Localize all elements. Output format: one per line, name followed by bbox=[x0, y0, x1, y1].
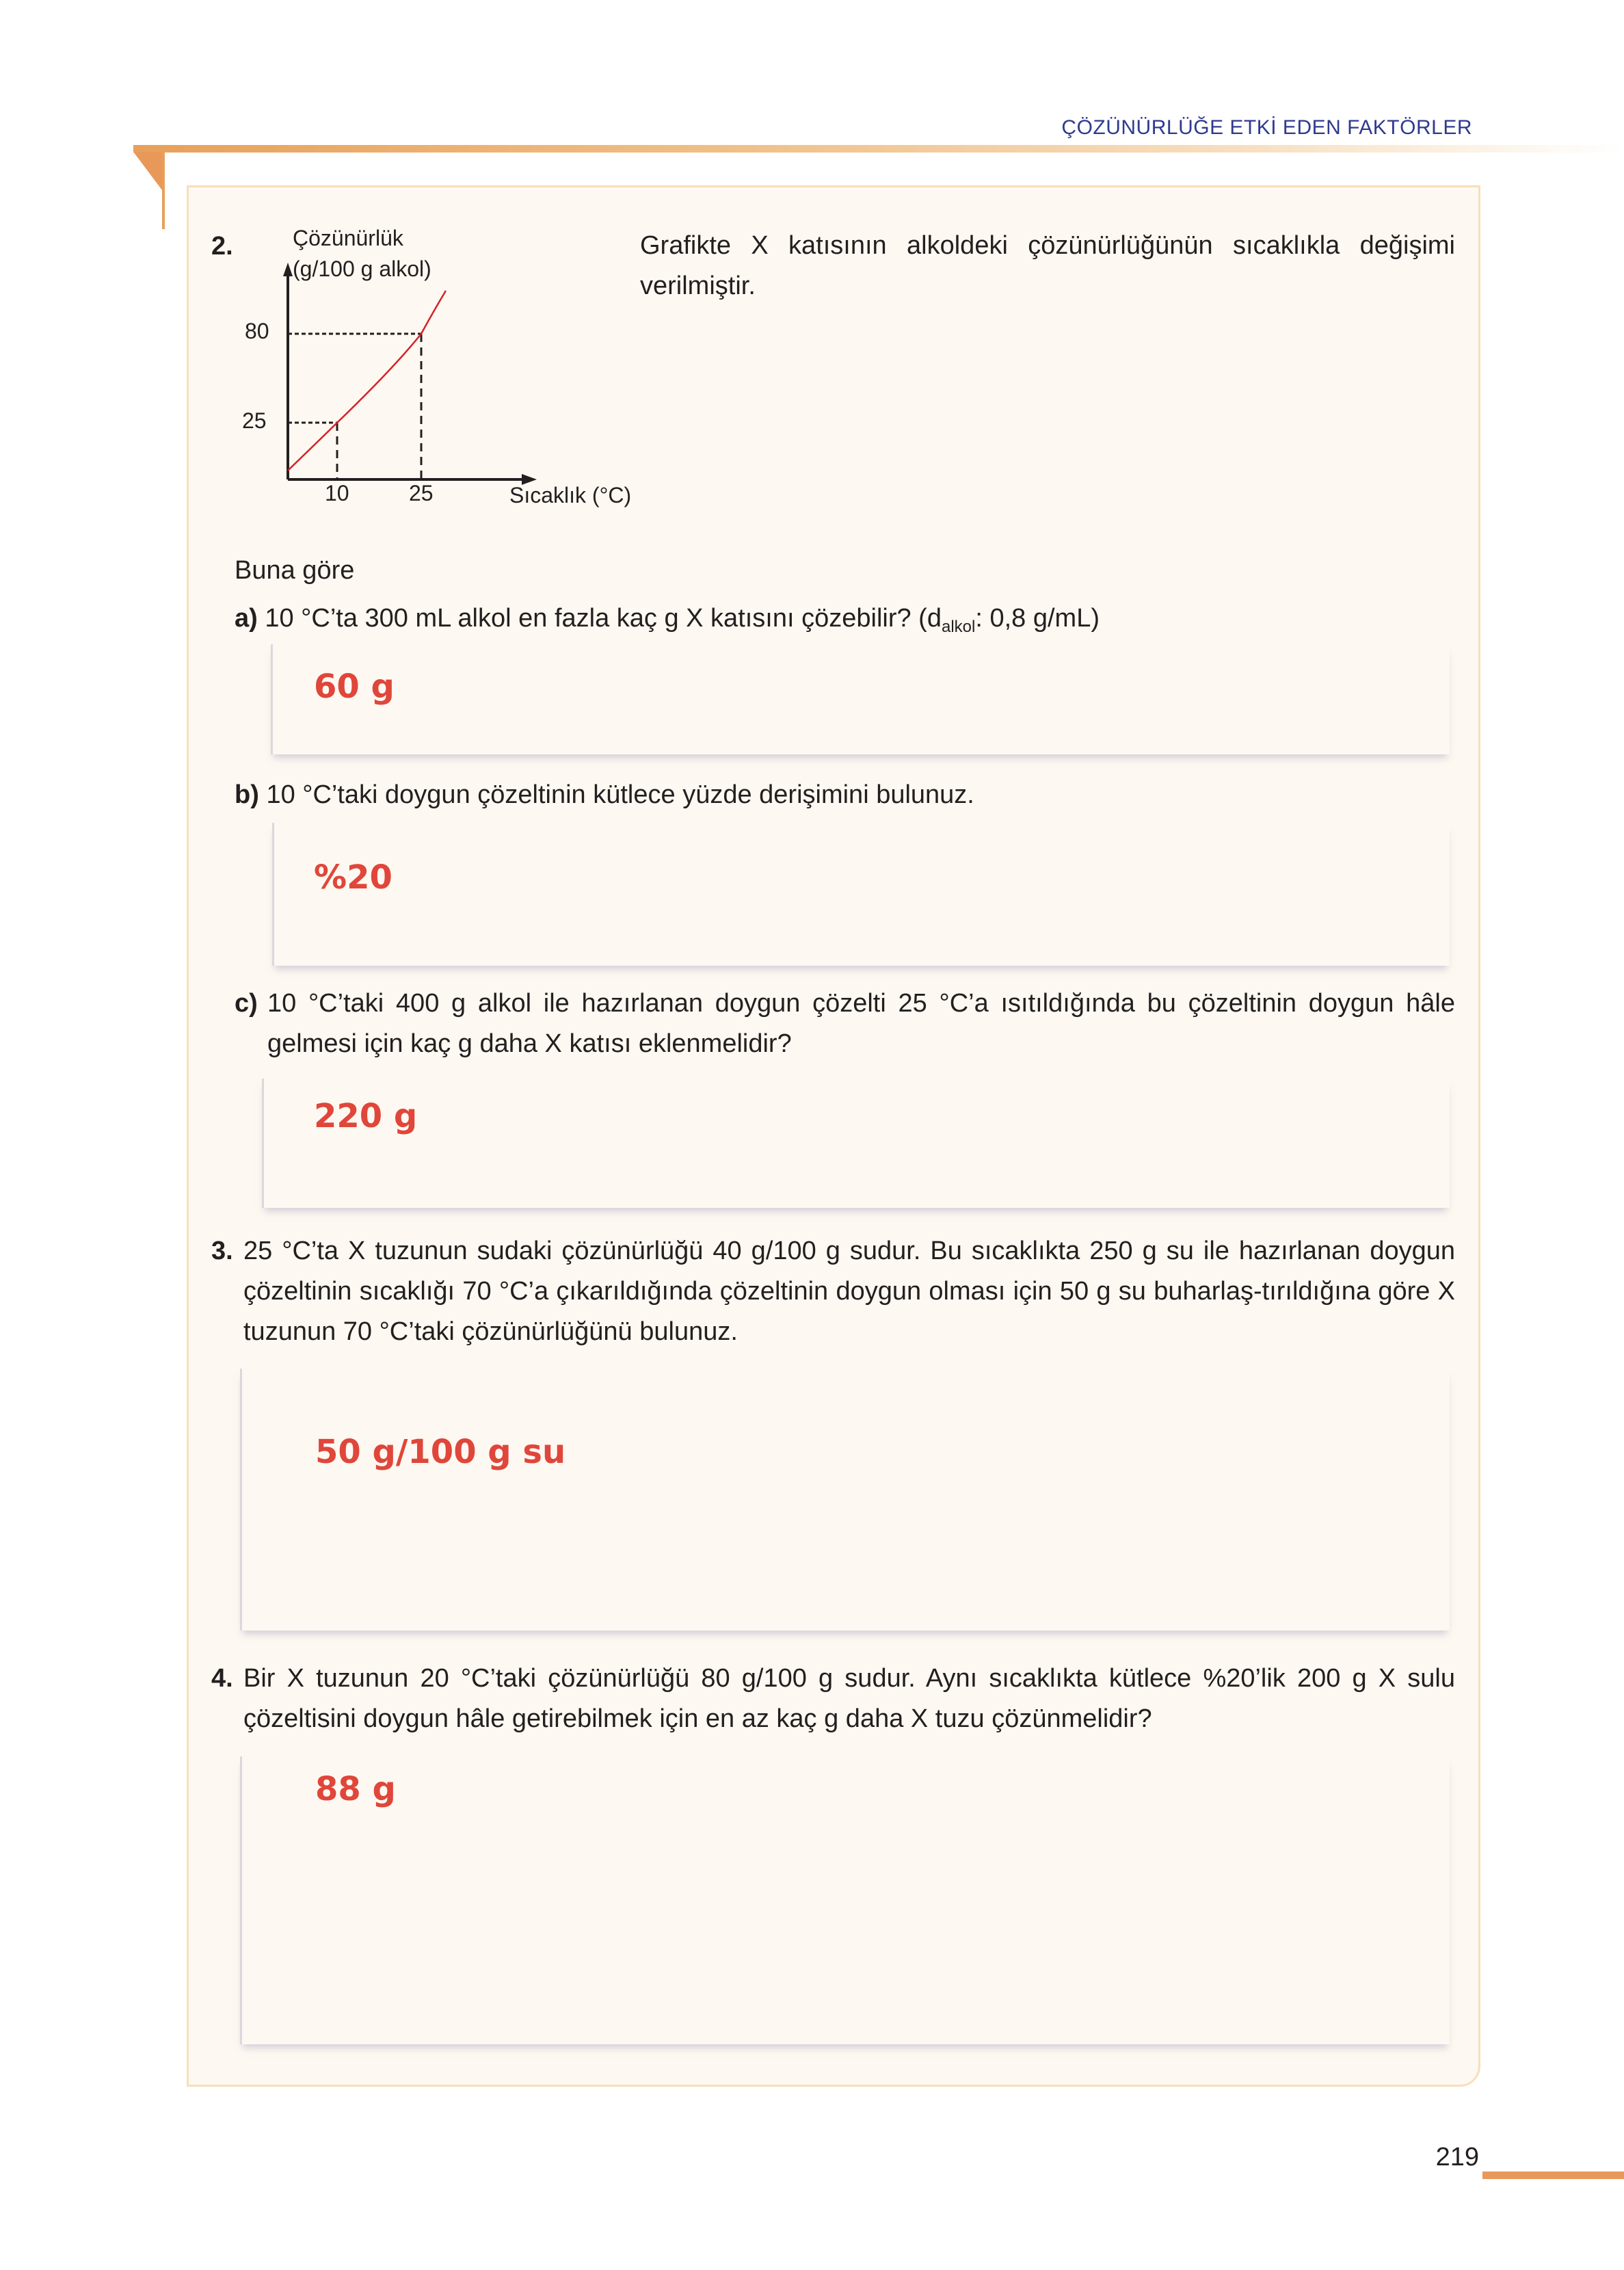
part-label: c) bbox=[235, 989, 258, 1018]
question-2c bbox=[235, 984, 1455, 1064]
y-axis-arrow bbox=[283, 263, 293, 276]
part-text: 10 °C’taki doygun çözeltinin kütlece yüzde derişimini bulunuz. bbox=[266, 780, 974, 809]
solubility-chart bbox=[232, 253, 561, 486]
part-label: a) bbox=[235, 604, 258, 633]
question-4 bbox=[211, 1659, 1455, 1739]
x-axis-label: Sıcaklık (°C) bbox=[509, 483, 632, 507]
answer-box-2b[interactable] bbox=[272, 823, 1450, 966]
answer-text: 220 g bbox=[314, 1097, 418, 1135]
y-tick-label: 25 bbox=[242, 408, 267, 433]
part-text-end: : 0,8 g/mL) bbox=[975, 604, 1100, 633]
part-text: 10 °C’taki 400 g alkol ile hazırlanan doygun çözelti 25 °C’a ısıtıldığında bu çözeltinin doygun hâle gelmesi için kaç g daha X katısı eklenmelidir? bbox=[267, 989, 1455, 1058]
question-text: Bir X tuzunun 20 °C’taki çözünürlüğü 80 g/100 g sudur. Aynı sıcaklıkta kütlece %20’lik 200 g X sulu çözeltisini doygun hâle getirebilmek için en az kaç g daha X tuzu çözünmelidir? bbox=[243, 1664, 1455, 1733]
x-tick-label: 25 bbox=[409, 481, 434, 505]
x-tick-label: 10 bbox=[325, 481, 349, 505]
answer-box-4[interactable] bbox=[240, 1756, 1450, 2044]
answer-text: %20 bbox=[314, 858, 392, 897]
chart-ylabel-unit: (g/100 g alkol) bbox=[293, 256, 431, 281]
header-accent-bar bbox=[133, 145, 1624, 153]
y-tick-label: 80 bbox=[245, 319, 269, 343]
part-label: b) bbox=[235, 780, 259, 809]
footer-accent-line bbox=[1482, 2172, 1624, 2179]
density-subscript: alkol bbox=[941, 618, 976, 636]
answer-box-2c[interactable] bbox=[262, 1079, 1450, 1208]
question-intro: Grafikte X katısının alkoldeki çözünürlüğünün sıcaklıkla değişimi verilmiştir. bbox=[640, 231, 1455, 300]
chart-ylabel: Çözünürlük bbox=[293, 226, 403, 250]
answer-text: 50 g/100 g su bbox=[315, 1433, 566, 1471]
question-2a bbox=[235, 598, 1455, 639]
chapter-title: ÇÖZÜNÜRLÜĞE ETKİ EDEN FAKTÖRLER bbox=[1061, 116, 1472, 139]
answer-text: 60 g bbox=[314, 668, 395, 706]
header-accent-triangle bbox=[133, 152, 165, 193]
question-3 bbox=[211, 1231, 1455, 1352]
question-2b bbox=[235, 775, 1455, 815]
answer-box-2a[interactable] bbox=[271, 644, 1450, 754]
question-number: 2. bbox=[211, 232, 233, 261]
part-text: 10 °C’ta 300 mL alkol en fazla kaç g X katısını çözebilir? (d bbox=[265, 604, 942, 633]
answer-text: 88 g bbox=[315, 1770, 396, 1808]
question-number: 4. bbox=[211, 1664, 233, 1693]
answer-box-3[interactable] bbox=[240, 1369, 1450, 1631]
question-lead: Buna göre bbox=[235, 556, 355, 585]
page-number: 219 bbox=[1435, 2143, 1479, 2172]
question-number: 3. bbox=[211, 1237, 233, 1265]
question-text: 25 °C’ta X tuzunun sudaki çözünürlüğü 40 g/100 g sudur. Bu sıcaklıkta 250 g su ile hazırlanan doygun çözeltinin sıcaklığı 70 °C’a çıkarıldığında çözeltinin doygun olması için 50 g su buharlaş-tırıldığına göre X tuzunun 70 °C’taki çözünürlüğünü bulunuz. bbox=[243, 1237, 1455, 1346]
